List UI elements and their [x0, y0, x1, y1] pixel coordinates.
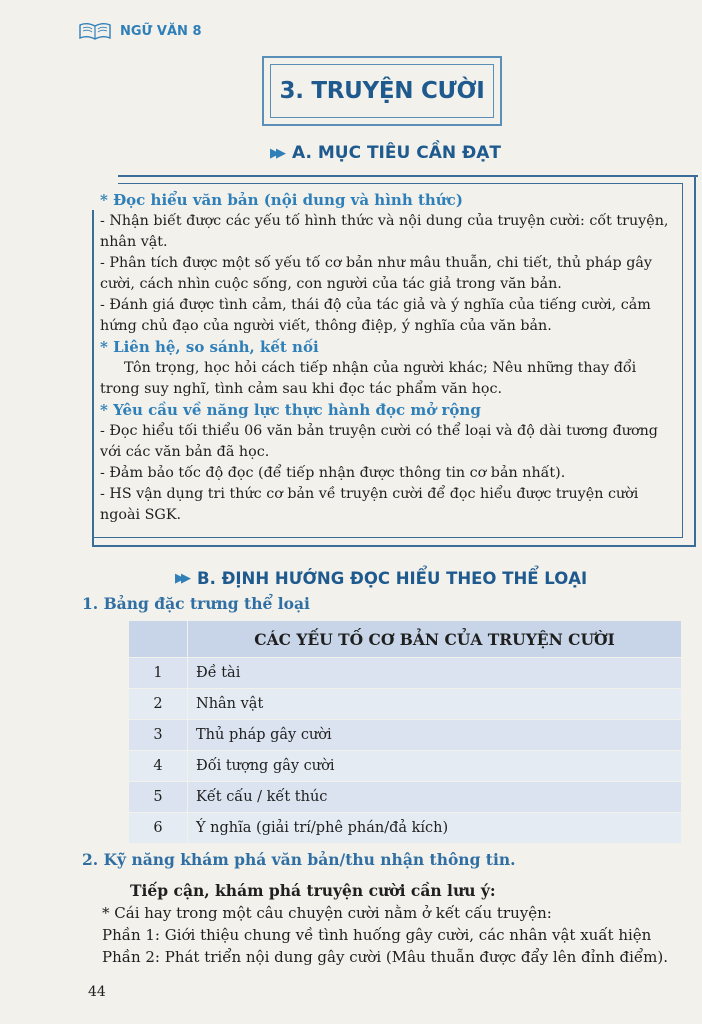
row-text: Thủ pháp gây cười: [188, 720, 682, 751]
section-a-heading: [270, 143, 501, 163]
box-border: [92, 537, 682, 538]
running-header: [78, 22, 202, 40]
page-number: 44: [88, 984, 106, 1000]
table-row: [129, 658, 682, 689]
goal-line: - Đọc hiểu tối thiểu 06 văn bản truyện cười có thể loại và độ dài tương đương: [100, 423, 658, 439]
goal-line: cười, cách nhìn cuộc sống, con người của tác giả trong văn bản.: [100, 276, 562, 292]
table-row: [129, 751, 682, 782]
table-header-cell: [129, 621, 188, 658]
goals-box: [100, 190, 692, 526]
part2-lead: Tiếp cận, khám phá truyện cười cần lưu ý:: [130, 881, 496, 900]
practice-heading: * Yêu cầu về năng lực thực hành đọc mở rộng: [100, 401, 481, 419]
row-number: 2: [129, 689, 188, 720]
double-arrow-icon: ▶▶: [175, 571, 187, 586]
goal-line: với các văn bản đã học.: [100, 444, 270, 460]
goal-line: - HS vận dụng tri thức cơ bản về truyện cười để đọc hiểu được truyện cười: [100, 486, 639, 502]
header-label: NGỮ VĂN 8: [120, 23, 202, 39]
lesson-title-frame: [262, 56, 502, 126]
goal-line: - Phân tích được một số yếu tố cơ bản như mâu thuẫn, chi tiết, thủ pháp gây: [100, 255, 652, 271]
connect-heading: * Liên hệ, so sánh, kết nối: [100, 338, 319, 356]
body-line: Phần 2: Phát triển nội dung gây cười (Mâu thuẫn được đẩy lên đỉnh điểm).: [102, 948, 668, 966]
table-row: [129, 689, 682, 720]
goal-line: - Nhận biết được các yếu tố hình thức và nội dung của truyện cười: cốt truyện,: [100, 213, 669, 229]
row-text: Ý nghĩa (giải trí/phê phán/đả kích): [188, 813, 682, 844]
goal-line: Tôn trọng, học hỏi cách tiếp nhận của người khác; Nêu những thay đổi: [124, 360, 637, 376]
row-number: 6: [129, 813, 188, 844]
row-text: Kết cấu / kết thúc: [188, 782, 682, 813]
table-row: [129, 813, 682, 844]
goal-line: - Đảm bảo tốc độ đọc (để tiếp nhận được thông tin cơ bản nhất).: [100, 465, 566, 481]
row-text: Đề tài: [188, 658, 682, 689]
table-header-row: [129, 621, 682, 658]
table-header-title: CÁC YẾU TỐ CƠ BẢN CỦA TRUYỆN CƯỜI: [188, 621, 682, 658]
box-border: [118, 183, 683, 184]
table-row: [129, 720, 682, 751]
row-text: Đối tượng gây cười: [188, 751, 682, 782]
part2-heading: 2. Kỹ năng khám phá văn bản/thu nhận thông tin.: [82, 850, 516, 869]
goal-line: hứng chủ đạo của người viết, thông điệp, ý nghĩa của văn bản.: [100, 318, 552, 334]
goal-line: trong suy nghĩ, tình cảm sau khi đọc tác phẩm văn học.: [100, 381, 503, 397]
part1-heading: 1. Bảng đặc trưng thể loại: [82, 594, 310, 613]
section-b-title: B. ĐỊNH HƯỚNG ĐỌC HIỂU THEO THỂ LOẠI: [197, 569, 588, 588]
body-line: Phần 1: Giới thiệu chung về tình huống gây cười, các nhân vật xuất hiện: [102, 926, 652, 944]
open-book-icon: [78, 22, 112, 40]
row-number: 5: [129, 782, 188, 813]
body-line: * Cái hay trong một câu chuyện cười nằm ở kết cấu truyện:: [102, 904, 552, 922]
double-arrow-icon: ▶▶: [270, 145, 282, 161]
genre-traits-table: [128, 620, 682, 844]
goal-line: ngoài SGK.: [100, 507, 182, 523]
goal-line: nhân vật.: [100, 234, 168, 250]
reading-heading: * Đọc hiểu văn bản (nội dung và hình thức): [100, 191, 463, 209]
row-text: Nhân vật: [188, 689, 682, 720]
box-border: [92, 210, 94, 547]
row-number: 1: [129, 658, 188, 689]
row-number: 3: [129, 720, 188, 751]
section-b-heading: [175, 569, 587, 588]
lesson-title: 3. TRUYỆN CƯỜI: [270, 64, 494, 118]
goal-line: - Đánh giá được tình cảm, thái độ của tác giả và ý nghĩa của tiếng cười, cảm: [100, 297, 651, 313]
box-border: [118, 175, 698, 177]
row-number: 4: [129, 751, 188, 782]
section-a-title: A. MỤC TIÊU CẦN ĐẠT: [292, 143, 501, 163]
table-row: [129, 782, 682, 813]
box-border: [694, 175, 696, 547]
box-border: [92, 545, 696, 547]
